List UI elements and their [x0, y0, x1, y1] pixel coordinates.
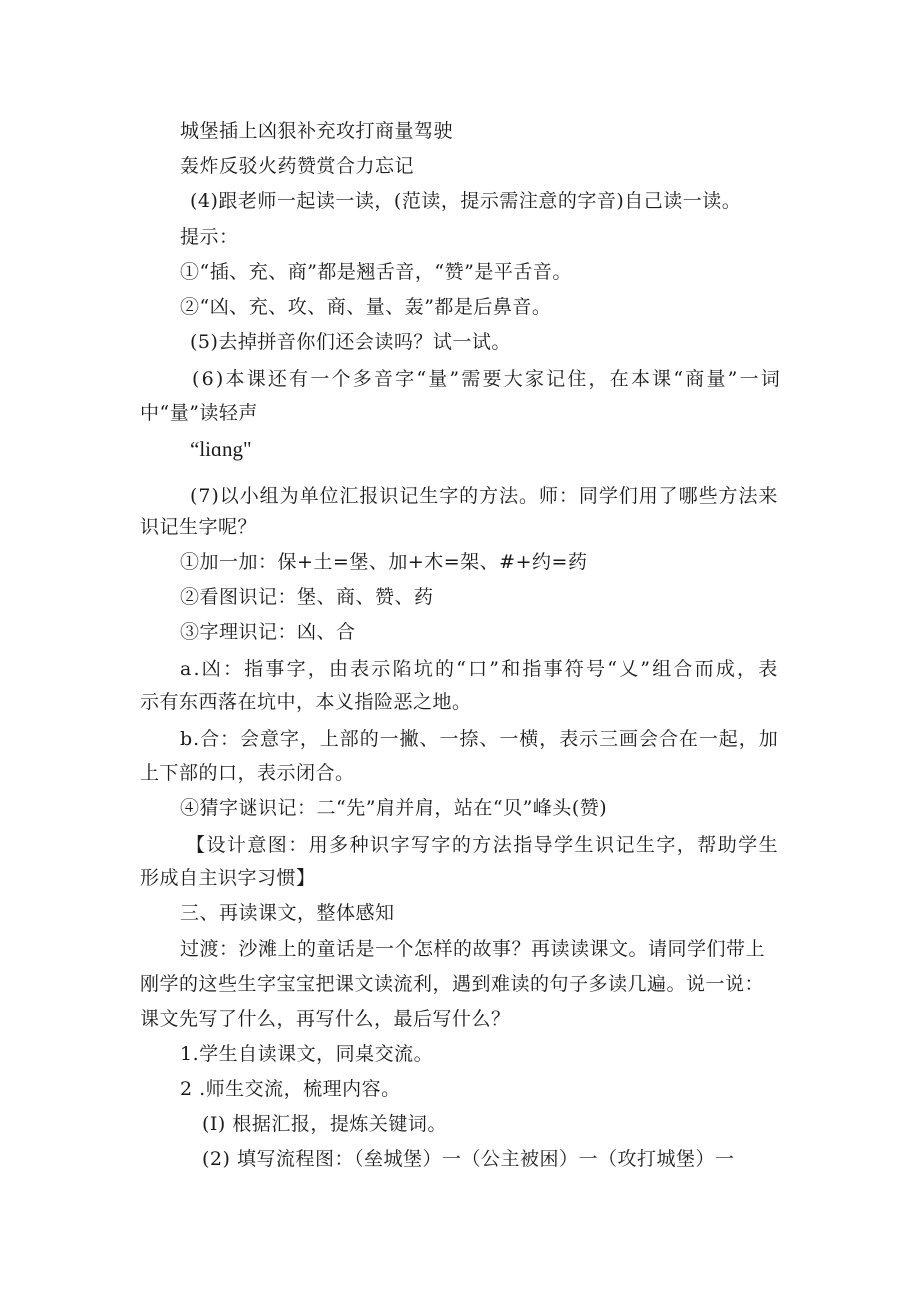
text-line: ④猜字谜识记：二“先”肩并肩，站在“贝”峰头(赞)	[180, 797, 608, 819]
text-line: 识记生字呢？	[140, 516, 258, 538]
text-line: 1.学生自读课文，同桌交流。	[180, 1043, 434, 1065]
text-line: ①“插、充、商”都是翘舌音，“赞”是平舌音。	[180, 261, 572, 283]
text-line: 形成自主识字习惯】	[140, 867, 316, 889]
text-line: (5)去掉拼音你们还会读吗？试一试。	[190, 331, 511, 353]
text-line: 示有东西落在坑中，本义指险恶之地。	[140, 691, 472, 713]
text-line: b.合：会意字，上部的一撇、一捺、一横，表示三画会合在一起，加	[180, 728, 779, 750]
text-line: (7)以小组为单位汇报识记生字的方法。师：同学们用了哪些方法来	[190, 485, 779, 507]
text-line: 提示：	[180, 226, 239, 248]
text-line: ②“凶、充、攻、商、量、轰”都是后鼻音。	[180, 296, 552, 318]
text-line: 上下部的口，表示闭合。	[140, 762, 355, 784]
text-line: (2) 填写流程图：（垒城堡）一（公主被困）一（攻打城堡）一	[202, 1148, 735, 1170]
text-line: (I) 根据汇报，提炼关键词。	[202, 1113, 447, 1135]
text-line: 三、再读课文，整体感知	[180, 902, 395, 924]
text-line: 2 .师生交流，梳理内容。	[180, 1078, 401, 1100]
text-line: 过渡：沙滩上的童话是一个怎样的故事？再读读课文。请同学们带上	[180, 938, 766, 960]
text-line: 刚学的这些生字宝宝把课文读流利，遇到难读的句子多读几遍。说一说：	[140, 973, 765, 995]
text-line: 【设计意图：用多种识字写字的方法指导学生识记生字，帮助学生	[186, 834, 780, 856]
text-line: ②看图识记：堡、商、赞、药	[180, 586, 434, 608]
text-line: a.凶：指事字，由表示陷坑的“口”和指事符号“乂”组合而成，表	[180, 658, 780, 680]
text-line: 轰炸反驳火药赞赏合力忘记	[180, 155, 415, 177]
text-line: ①加一加：保+土=堡、加+木=架、#+约=药	[180, 551, 588, 573]
text-line: “liɑng"	[190, 437, 252, 461]
text-line: (6)本课还有一个多音字“量”需要大家记住，在本课“商量”一词	[192, 368, 782, 390]
text-line: ③字理识记：凶、合	[180, 621, 356, 643]
text-line: (4)跟老师一起读一读，(范读，提示需注意的字音)自己读一读。	[190, 190, 742, 212]
text-line: 中“量”读轻声	[140, 402, 258, 424]
text-line: 课文先写了什么，再写什么，最后写什么？	[140, 1008, 511, 1030]
text-line: 城堡插上凶狠补充攻打商量驾驶	[180, 120, 454, 142]
